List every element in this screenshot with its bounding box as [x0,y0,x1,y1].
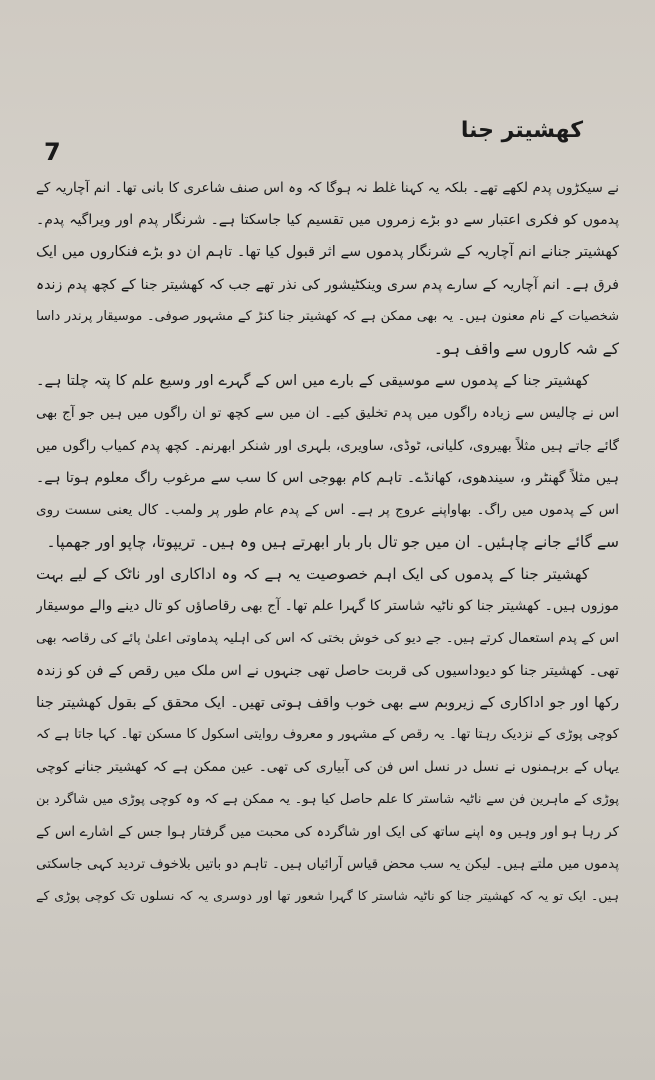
text-line: یہاں کے برہمنوں نے نسل در نسل اس فن کی آبیاری کی تھی۔ عین ممکن ہے کہ کھشیتر جنانے کوچی [36,759,619,776]
text-line: اس کے پدم استعمال کرتے ہیں۔ جے دیو کی خوش بختی کہ اس کی اہلیہ پدماوتی اعلیٰ پائے کی رقاصہ بھی [36,630,619,646]
text-line: کھشیتر جنا کے پدموں سے موسیقی کے بارے میں اس کے گہرے اور وسیع علم کا پتہ چلتا ہے۔ [36,373,589,390]
text-line: نے سیکڑوں پدم لکھے تھے۔ بلکہ یہ کہنا غلط نہ ہوگا کہ وہ اس صنف شاعری کا بانی تھا۔ انم آچاریہ کے [36,180,619,196]
text-line: تھی۔ کھشیتر جنا کو دیوداسیوں کی قربت حاصل تھی جنہوں نے اس ملک میں رقص کے فن کو زندہ [36,662,619,679]
text-line: اس نے چالیس سے زیادہ راگوں میں پدم تخلیق کیے۔ ان میں سے کچھ تو ان راگوں میں ہیں جو آج بھی [36,405,619,422]
text-line: ہیں۔ ایک تو یہ کہ کھشیتر جنا کو ناٹیہ شاستر کا گہرا شعور تھا اور دوسری یہ کہ نسلوں تک کوچی پوڑی کے [36,888,619,904]
running-head: کھشیتر جنا [460,118,583,143]
page-number: 7 [44,138,61,166]
text-line: ہیں مثلاً گھنٹر و، سیندھوی، کھانڈے۔ تاہم کام بھوجی اس کا سب سے مرغوب راگ معلوم ہوتا ہے۔ [36,469,619,486]
body-text [36,172,619,912]
text-line: سے گائے جانے چاہئیں۔ ان میں جو تال بار بار ابھرتے ہیں وہ ہیں۔ تریپوتا، چاپو اور جھمپا۔ [46,533,619,552]
text-line: گائے جاتے ہیں مثلاً بھیروی، کلیانی، ٹوڈی، ساویری، بلہری اور شنکر ابھرنم۔ کچھ پدم کمیاب راگوں میں [36,437,619,454]
text-line: پدموں میں ملتے ہیں۔ لیکن یہ سب محض قیاس آرائیاں ہیں۔ تاہم دو باتیں بلاخوف تردید کہی جاسکتی [36,855,619,872]
text-line: رکھا اور جو اداکاری کے زیروبم سے بھی خوب واقف ہوتی تھیں۔ ایک محقق کے بقول کھشیتر جنا [36,695,619,711]
text-line: فرق ہے۔ انم آچاریہ کے سارے پدم سری وینکٹیشور کی نذر تھے جب کہ کھشیتر جنا کے کچھ پدم زندہ [36,276,619,293]
text-line: پوڑی کے ماہرین فن سے ناٹیہ شاستر کا علم حاصل کیا ہو۔ یہ ممکن ہے کہ وہ کوچی پوڑی میں شاگرد بن [36,791,619,807]
text-line: پدموں کو فکری اعتبار سے دو بڑے زمروں میں تقسیم کیا جاسکتا ہے۔ شرنگار پدم اور ویراگیہ پدم۔ [36,212,619,229]
text-line: کر رہا ہو اور وہیں وہ اپنے ساتھ کی ایک اور شاگردہ کی محبت میں گرفتار ہوا جس کے اشارے اس کے [36,823,619,840]
text-line: کھشیتر جنانے انم آچاریہ کے شرنگار پدموں سے اثر قبول کیا تھا۔ تاہم ان دو بڑے فنکاروں میں ایک [36,244,619,261]
text-line: موزوں ہیں۔ کھشیتر جنا کو ناٹیہ شاستر کا گہرا علم تھا۔ آج بھی رقاصاؤں کو تال دینے والے موسیقار [36,598,619,615]
text-line: شخصیات کے نام معنون ہیں۔ یہ بھی ممکن ہے کہ کھشیتر جنا کنڑ کے مشہور صوفی۔ موسیقار پرندر داسا [36,308,619,324]
text-line: کھشیتر جنا کے پدموں کی ایک اہم خصوصیت یہ ہے کہ وہ اداکاری اور ناٹک کے لیے بہت [36,565,589,584]
text-line: اس کے پدموں میں راگ۔ بھاواپنے عروج پر ہے۔ اس کے پدم عام طور پر ولمب۔ کال یعنی سست روی [36,501,619,518]
text-line: کوچی پوڑی کے نزدیک رہتا تھا۔ یہ رقص کے مشہور و معروف روایتی اسکول کا مسکن تھا۔ کہا جاتا ہے کہ [36,727,619,743]
text-line: کے شہ کاروں سے واقف ہو۔ [433,339,619,358]
